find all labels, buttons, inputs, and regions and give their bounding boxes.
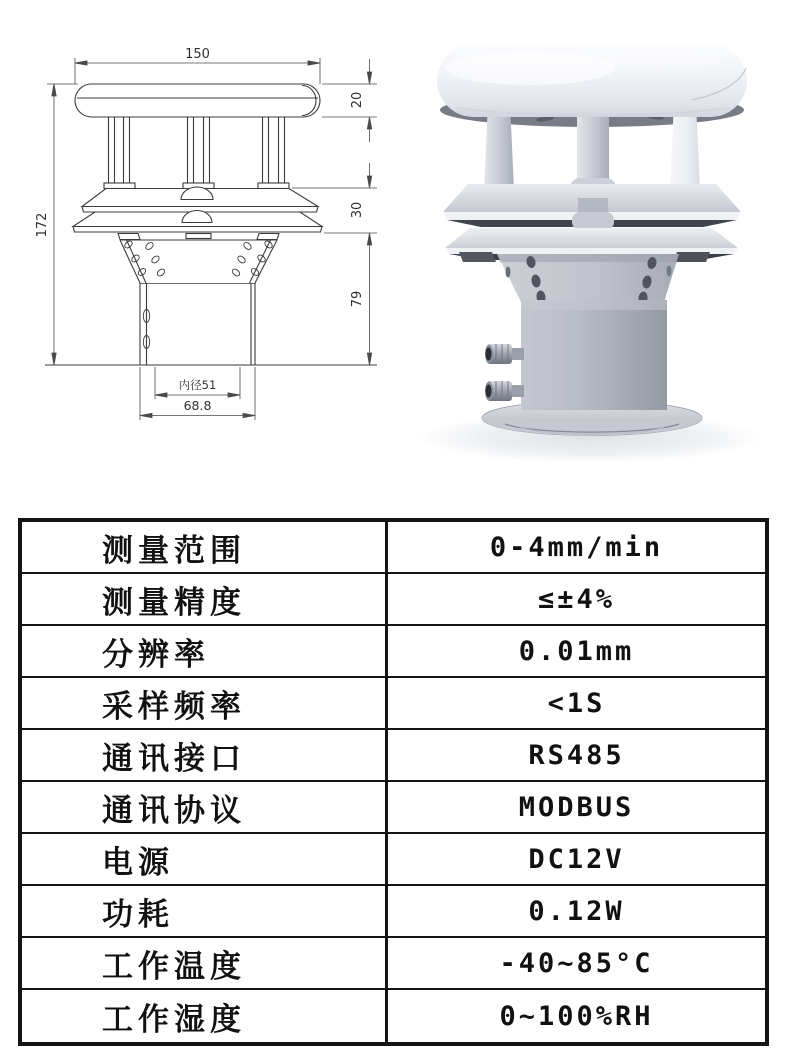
spec-value: -40~85°C <box>499 947 654 979</box>
spec-label: 功耗 <box>22 886 388 936</box>
spec-label: 通讯接口 <box>22 730 388 780</box>
spec-label: 电源 <box>22 834 388 884</box>
spec-label: 工作湿度 <box>22 990 388 1042</box>
spec-row <box>22 522 765 574</box>
spec-row <box>22 938 765 990</box>
spec-table <box>18 518 769 1046</box>
spec-label: 采样频率 <box>22 678 388 728</box>
drawing-mount-tabs <box>118 234 279 240</box>
technical-drawing <box>0 0 395 465</box>
spec-label: 通讯协议 <box>22 782 388 832</box>
product-photo <box>395 0 790 480</box>
drawing-top-cap <box>75 84 320 117</box>
spec-row <box>22 574 765 626</box>
spec-label: 分辨率 <box>22 626 388 676</box>
drawing-shield-plate-2 <box>73 211 322 232</box>
spec-value: DC12V <box>528 843 625 875</box>
photo-tapered-body <box>497 254 679 305</box>
spec-label: 测量精度 <box>22 574 388 624</box>
spec-value: MODBUS <box>518 791 635 823</box>
spec-value: <1S <box>547 687 606 719</box>
spec-row <box>22 782 765 834</box>
spec-row <box>22 834 765 886</box>
spec-row <box>22 990 765 1042</box>
drawing-pillars <box>104 117 289 189</box>
product-photo-pane <box>395 0 790 480</box>
spec-row <box>22 886 765 938</box>
drawing-cylinder <box>140 283 255 365</box>
dim-label-cap-height: 20 <box>350 91 365 109</box>
cable-gland-bottom <box>485 381 524 401</box>
dim-label-body-height: 79 <box>350 290 365 308</box>
technical-drawing-pane <box>0 0 395 465</box>
spec-row <box>22 730 765 782</box>
center-post-lower <box>572 198 614 230</box>
spec-row <box>22 678 765 730</box>
spec-value: 0~100%RH <box>499 1000 654 1032</box>
spec-row <box>22 626 765 678</box>
spec-label: 工作温度 <box>22 938 388 988</box>
spec-value: 0.12W <box>528 895 625 927</box>
spec-label: 测量范围 <box>22 522 388 572</box>
dim-label-total-height: 172 <box>35 212 50 238</box>
spec-value: 0.01mm <box>518 635 635 667</box>
sensor-outline <box>45 84 377 365</box>
cable-gland-top <box>485 344 524 364</box>
spec-value: RS485 <box>528 739 625 771</box>
dim-label-width: 150 <box>185 47 210 62</box>
dimension-lines <box>47 58 377 420</box>
photo-cylinder-body <box>521 300 667 410</box>
dim-label-inner-diameter: 内径51 <box>178 378 217 392</box>
photo-top-cap <box>437 44 747 117</box>
drawing-shield-plate-1 <box>82 187 318 212</box>
dim-label-shield-height: 30 <box>350 201 365 219</box>
drawing-tapered-body <box>120 240 277 283</box>
spec-value: 0-4mm/min <box>489 531 664 563</box>
dim-label-outer-width: 68.8 <box>183 398 212 413</box>
spec-value: ≤±4% <box>537 583 616 615</box>
